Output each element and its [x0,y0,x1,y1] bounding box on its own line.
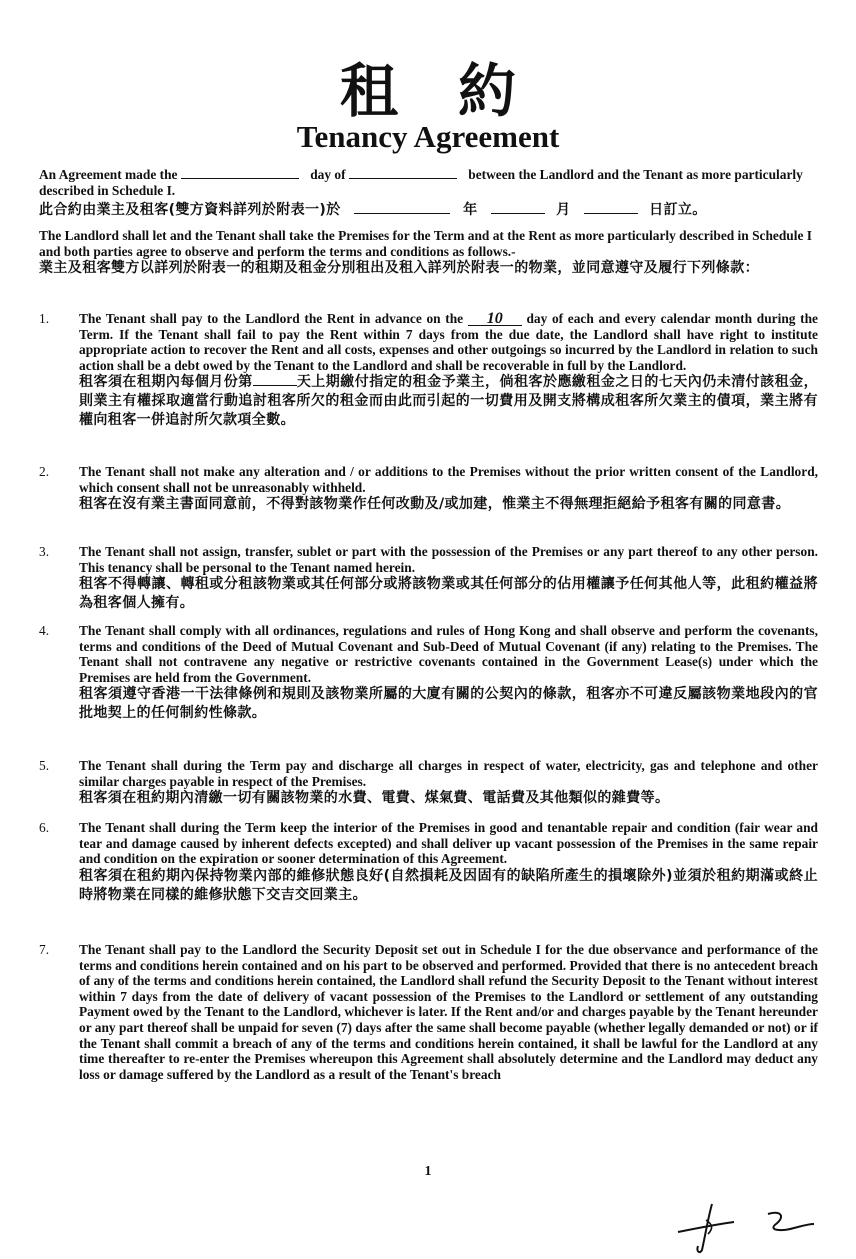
initials-signature-image [668,1198,818,1254]
clause-3-english: The Tenant shall not assign, transfer, sublet or part with the possession of the Premises or any part thereof to any other person. This tenancy shall be personal to the Tenant named herein. [79,544,818,575]
clause-6-chinese: 租客須在租約期內保持物業內部的維修狀態良好(自然損耗及因固有的缺陷所產生的損壞除外)並須於租約期滿或終止時將物業在同樣的維修狀態下交吉交回業主。 [79,867,818,903]
zh-month-blank [491,201,545,214]
page-number: 1 [424,1164,432,1179]
intro-zh-year: 年 [463,202,478,219]
title-chinese: 租約 [339,57,576,125]
clause-6-english: The Tenant shall during the Term keep the interior of the Premises in good and tenantable repair and condition (fair wear and tear and damage caused by inherent defects excepted) and shall deliver up vacant possession of the Premises in the same repair and condition on the expiration or sooner determination of this Agreement. [79,820,818,867]
intro-en-part1: An Agreement made the [39,167,178,182]
zh-date-blank [354,201,450,214]
clause-4-english: The Tenant shall comply with all ordinances, regulations and rules of Hong Kong and shall observe and perform the covenants, terms and conditions of the Deed of Mutual Covenant and Sub-Deed of Mutual Covenant (if any) relating to the Premises. The Tenant shall not contravene any negative or restrictive covenants contained in the Government Lease(s) under which the Premises are held from the Government. [79,623,818,685]
clause-5 [39,758,818,808]
clause-3-chinese: 租客不得轉讓、轉租或分租該物業或其任何部分或將該物業或其任何部分的佔用權讓予任何其他人等，此租約權益將為租客個人擁有。 [79,576,818,612]
clause-4-chinese: 租客須遵守香港一干法律條例和規則及該物業所屬的大廈有關的公契內的條款，租客亦不可違反屬該物業地段內的官批地契上的任何制約性條款。 [79,686,818,722]
clause-2-chinese: 租客在沒有業主書面同意前，不得對該物業作任何改動及/或加建，惟業主不得無理拒絕給予租客有關的同意書。 [79,496,791,513]
zh-rent-day-blank [253,373,297,386]
preamble-english: The Landlord shall let and the Tenant shall take the Premises for the Term and at the Rent as more particularly described in Schedule I and both parties agree to observe and perform the terms and conditions as follows.- [39,228,812,259]
clause-1-english-rest: day of each and every calendar month during the Term. If the Tenant shall fail to pay the Rent within 7 days from the due date, the Landlord shall have right to institute appropriate action to recover the Rent and all costs, expenses and other outgoings so incurred by the Landlord in relation to such action shall be a debt owed by the Tenant to the Landlord and shall be recoverable in full by the Landlord. [79,311,818,373]
clause-number: 2. [39,464,50,479]
preamble-paragraph [39,228,816,278]
clause-4 [39,623,818,723]
clause-number: 6. [39,820,50,835]
clause-1-english-start: The Tenant shall pay to the Landlord the Rent in advance on the [79,311,464,326]
clause-number: 3. [39,544,50,559]
clause-number: 7. [39,942,50,957]
clause-1-zh-start: 租客須在租期內每個月份第 [79,374,253,391]
preamble-chinese: 業主及租客雙方以詳列於附表一的租期及租金分別租出及租入詳列於附表一的物業，並同意遵守及履行下列條款： [39,260,759,277]
intro-paragraph [39,166,816,220]
clause-7-english: The Tenant shall pay to the Landlord the Security Deposit set out in Schedule I for the due observance and performance of the terms and conditions herein contained and on his part to be observed and performed. Provided that there is no antecedent breach of any of the terms and conditions herein contained, the Landlord shall refund the Security Deposit to the Tenant without interest within 7 days from the date of delivery of vacant possession of the Premises to the Landlord or settlement of any outstanding Payment owed by the Tenant to the Landlord, whichever is later. If the Rent and/or and charges payable by the Tenant hereunder or any part thereof shall be unpaid for seven (7) days after the same shall become payable (whether legally demanded or not) or if the Tenant shall commit a breach of any of the terms and conditions herein contained, it shall be lawful for the Landlord at any time thereafter to re-enter the Premises whereupon this Agreement shall absolutely determine and the Landlord may deduct any loss or damage suffered by the Landlord as a result of the Tenant's breach [79,942,818,1082]
clause-5-english: The Tenant shall during the Term pay and discharge all charges in respect of water, electricity, gas and telephone and other similar charges payable in respect of the Premises. [79,758,818,789]
clause-6 [39,820,818,905]
clause-2-english: The Tenant shall not make any alteration and / or additions to the Premises without the prior written consent of the Landlord, which consent shall not be unreasonably withheld. [79,464,818,495]
zh-day-blank [584,201,638,214]
clause-3 [39,544,818,613]
intro-en-part3: between the Landlord and the Tenant as more particularly described in Schedule I. [39,167,803,198]
clause-7 [39,942,818,1082]
clause-1-zh-rest: 天上期繳付指定的租金予業主，倘租客於應繳租金之日的七天內仍未清付該租金，則業主有權採取適當行動追討租客所欠的租金而由此而引起的一切費用及開支將構成租客所欠業主的債項，業主將有權向租客一併追討所欠款項全數。 [79,374,818,429]
clause-5-chinese: 租客須在租約期內清繳一切有關該物業的水費、電費、煤氣費、電話費及其他類似的雜費等。 [79,790,670,807]
intro-zh-part1: 此合約由業主及租客(雙方資料詳列於附表一)於 [39,202,341,219]
clause-1-chinese [79,373,818,430]
intro-chinese [39,201,816,220]
clause-number: 5. [39,758,50,773]
clause-1 [39,311,818,430]
intro-en-part2: day of [310,167,346,182]
clause-2 [39,464,818,514]
intro-zh-month: 月 [556,202,571,219]
title-english: Tenancy Agreement [296,119,560,154]
day-blank [181,166,299,179]
intro-english [39,166,816,198]
rent-day-blank: 10 [468,313,522,326]
month-blank [349,166,457,179]
clause-number: 1. [39,311,50,326]
intro-zh-day: 日訂立。 [649,202,707,219]
clause-number: 4. [39,623,50,638]
